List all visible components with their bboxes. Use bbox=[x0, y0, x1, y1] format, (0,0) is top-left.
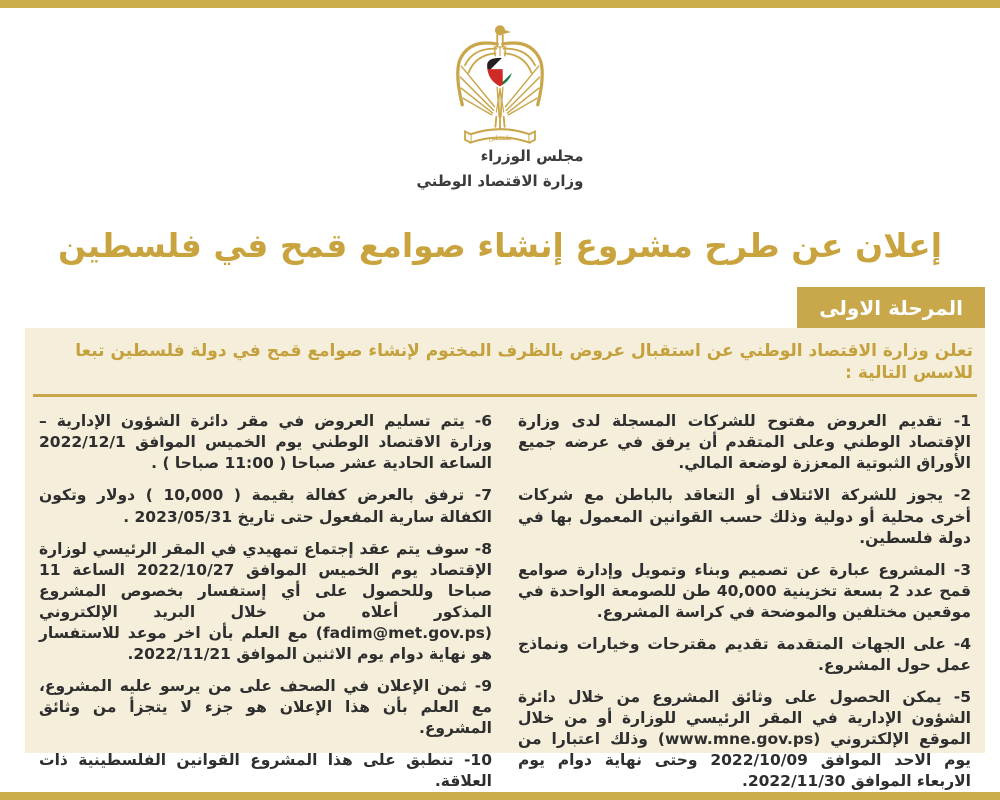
term-item-2: 2- يجوز للشركة الائتلاف أو التعاقد بالباطن مع شركات أخرى محلية أو دولية وذلك حسب القوانين المعمول بها في دولة فلسطين. bbox=[518, 486, 971, 547]
org-line-council: مجلس الوزراء bbox=[480, 147, 584, 165]
bottom-gold-border bbox=[0, 792, 1000, 800]
top-gold-border bbox=[0, 0, 1000, 8]
org-title-block bbox=[416, 144, 583, 194]
announcement-panel bbox=[25, 328, 985, 791]
term-item-4: 4- على الجهات المتقدمة تقديم مقترحات وخيارات ونماذج عمل حول المشروع. bbox=[518, 634, 971, 674]
term-item-7: 7- ترفق بالعرض كفالة بقيمة ( 10,000 ) دولار وتكون الكفالة سارية المفعول حتى تاريخ 2023/05/31 . bbox=[39, 486, 493, 526]
term-item-9: 9- ثمن الإعلان في الصحف على من يرسو عليه المشروع، مع العلم بأن هذا الإعلان هو جزء لا يتجزأ من وثائق المشروع. bbox=[39, 677, 492, 738]
term-item-8: 8- سوف يتم عقد إجتماع تمهيدي في المقر الرئيسي لوزارة الإقتصاد يوم الخميس الموافق 2022/10/27 الساعة 11 صباحا وللحصول على أي إستفسار بخصوص المشروع المذكور أعلاه من خلال البريد الإلكتروني (fadim@met.gov.ps) مع العلم بأن اخر موعد للاستفسار هو نهاية دوام يوم الاثنين الموافق 2022/11/21. bbox=[39, 539, 492, 663]
terms-column-right bbox=[518, 411, 971, 800]
term-item-10: 10- تنطبق على هذا المشروع القوانين الفلسطينية ذات العلاقة. bbox=[39, 751, 492, 791]
intro-line: تعلن وزارة الاقتصاد الوطني عن استقبال عروض بالظرف المختوم لإنشاء صوامع قمح في دولة فلسطين تبعا للاسس التالية : bbox=[75, 341, 973, 384]
org-line-ministry: وزارة الاقتصاد الوطني bbox=[416, 172, 584, 190]
terms-columns bbox=[25, 397, 985, 800]
stage-badge: المرحلة الاولى bbox=[797, 287, 985, 328]
page-title: إعلان عن طرح مشروع إنشاء صوامع قمح في فلسطين bbox=[57, 226, 943, 266]
term-item-6: 6- يتم تسليم العروض في مقر دائرة الشؤون الإدارية – وزارة الاقتصاد الوطني يوم الخميس الموافق 2022/12/1 الساعة الحادية عشر صباحا ( 11:00 صباحا ) . bbox=[39, 412, 492, 473]
palestine-eagle-emblem-icon bbox=[435, 22, 565, 140]
term-item-1: 1- تقديم العروض مفتوح للشركات المسجلة لدى وزارة الإقتصاد الوطني وعلى المتقدم أن يرفق في عرضه جميع الأوراق الثبوتية المعززة لوضعة المالي. bbox=[518, 412, 971, 473]
term-item-5: 5- يمكن الحصول على وثائق المشروع من خلال دائرة الشؤون الإدارية في المقر الرئيسي للوزارة أو من خلال الموقع الإلكتروني (www.mne.gov.ps) وذلك اعتبارا من يوم الاحد الموافق 2022/10/09 وحتى نهاية دوام يوم الاربعاء الموافق 2022/11/30. bbox=[518, 688, 971, 791]
terms-column-left bbox=[39, 411, 492, 800]
emblem-scroll-text: فلسطين bbox=[488, 133, 512, 142]
term-item-3: 3- المشروع عبارة عن تصميم وبناء وتمويل وإدارة صوامع قمح عدد 2 بسعة تخزينية 40,000 طن للصومعة الواحدة في موقعين مختلفين والموضحة في كراسة المشروع. bbox=[518, 560, 972, 621]
